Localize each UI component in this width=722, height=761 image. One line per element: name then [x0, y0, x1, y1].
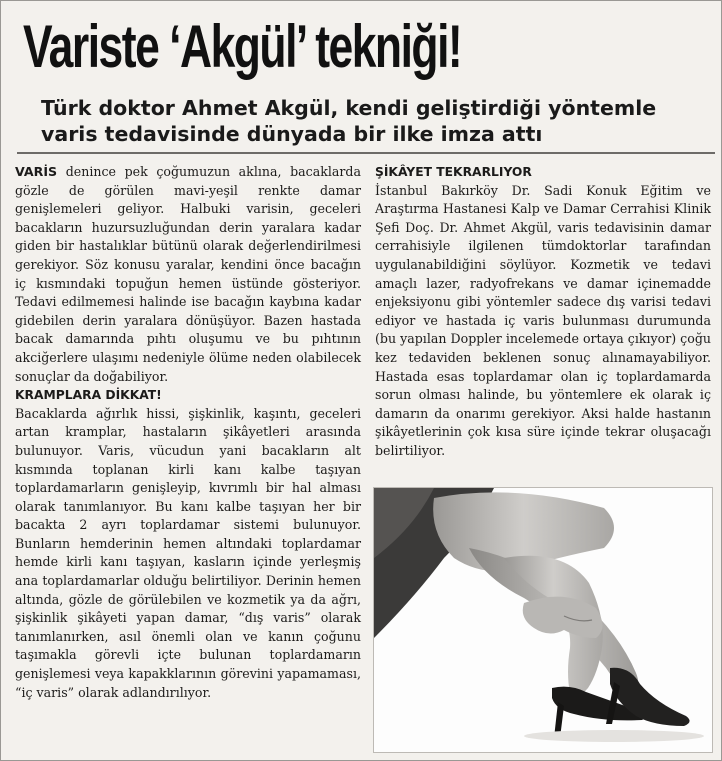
legs-photo-illustration: [374, 488, 712, 752]
legs-high-heels-photo: [373, 487, 713, 753]
intro-text: denince pek çoğumuzun aklına, bacaklarda gözle de görülen mavi-yeşil renkte damar genişlemeleri geliyor. Halbuki varisin, geceleri bacakların huzursuzluğundan derin yaralara kadar giden bir hastalıklar bütünü olarak değerlendirilmesi gerekiyor. Söz konusu yaralar, kendini önce bacağın iç kısmındaki topuğun hemen üstünde gösteriyor. Tedavi edilmemesi halinde ise bacağın kaybına kadar gidebilen derin yaralara dönüşüyor. Bazen hastada bacak damarında pıhtı oluşumu ve bu pıhtının akciğerlere ulaşımı nedeniyle ölüme neden olabilecek sonuçlar da doğabiliyor.: [15, 164, 361, 384]
lead-word: VARİS: [15, 164, 58, 179]
subheadline: Türk doktor Ahmet Akgül, kendi geliştirdiği yöntemle varis tedavisinde dünyada bir ilke imza attı: [41, 96, 657, 146]
divider: [17, 152, 715, 154]
intro-paragraph: [15, 163, 361, 386]
complaint-paragraph: İstanbul Bakırköy Dr. Sadi Konuk Eğitim ve Araştırma Hastanesi Kalp ve Damar Cerrahisi Klinik Şefi Doç. Dr. Ahmet Akgül, varis tedavisinin damar cerrahisiyle ilgilenen tümdoktorlar tarafından uygulanabildiğini söylüyor. Kozmetik ve tedavi amaçlı lazer, radyofrekans ve damar içinemadde enjeksiyonu gibi yöntemler sadece dış varisi tedavi ediyor ve hastada iç varis bulunması durumunda (bu yapılan Doppler incelemede ortaya çıkıyor) çoğu kez tedaviden beklenen sonuç alınamayabiliyor. Hastada esas toplardamar olan iç toplardamarda sorun olması halinde, bu yöntemlere ek olarak iç damarın da onarımı gerekiyor. Aksi halde hastanın şikâyetlerinin çok kısa süre içinde tekrar oluşacağı belirtiliyor.: [375, 182, 711, 458]
section-title-complaint: ŞİKÂYET TEKRARLIYOR: [375, 165, 532, 179]
headline: Variste ‘Akgül’ tekniği!: [23, 13, 462, 80]
right-column: [375, 163, 711, 461]
left-column: [15, 163, 361, 702]
cramps-paragraph: Bacaklarda ağırlık hissi, şişkinlik, kaşıntı, geceleri artan kramplar, hastaların şikâyetleri arasında bulunuyor. Varis, vücudun yani bacakların alt kısmında toplanan kirli kanı kalbe taşıyan toplardamarların genişleyip, kıvrımlı bir hal alması olarak tanımlanıyor. Bu kanı kalbe taşıyan her bir bacakta 2 ayrı toplardamar sistemi bulunuyor. Bunların hemderinin hemen altındaki toplardamar hemde kirli kanı taşıyan, kasların içinde yerleşmiş ana toplardamarlar olduğu belirtiliyor. Derinin hemen altında, gözle de görülebilen ve kozmetik ya da ağrı, şişkinlik şikâyeti yapan damar, “dış varis” olarak tanımlanırken, asıl önemli olan ve kanın çoğunu taşımakla görevli içte bulunan toplardamarın genişlemesi veya kapakklarının görevini yapamaması, “iç varis” olarak adlandırılıyor.: [15, 405, 361, 700]
section-title-cramps: KRAMPLARA DİKKAT!: [15, 388, 162, 403]
